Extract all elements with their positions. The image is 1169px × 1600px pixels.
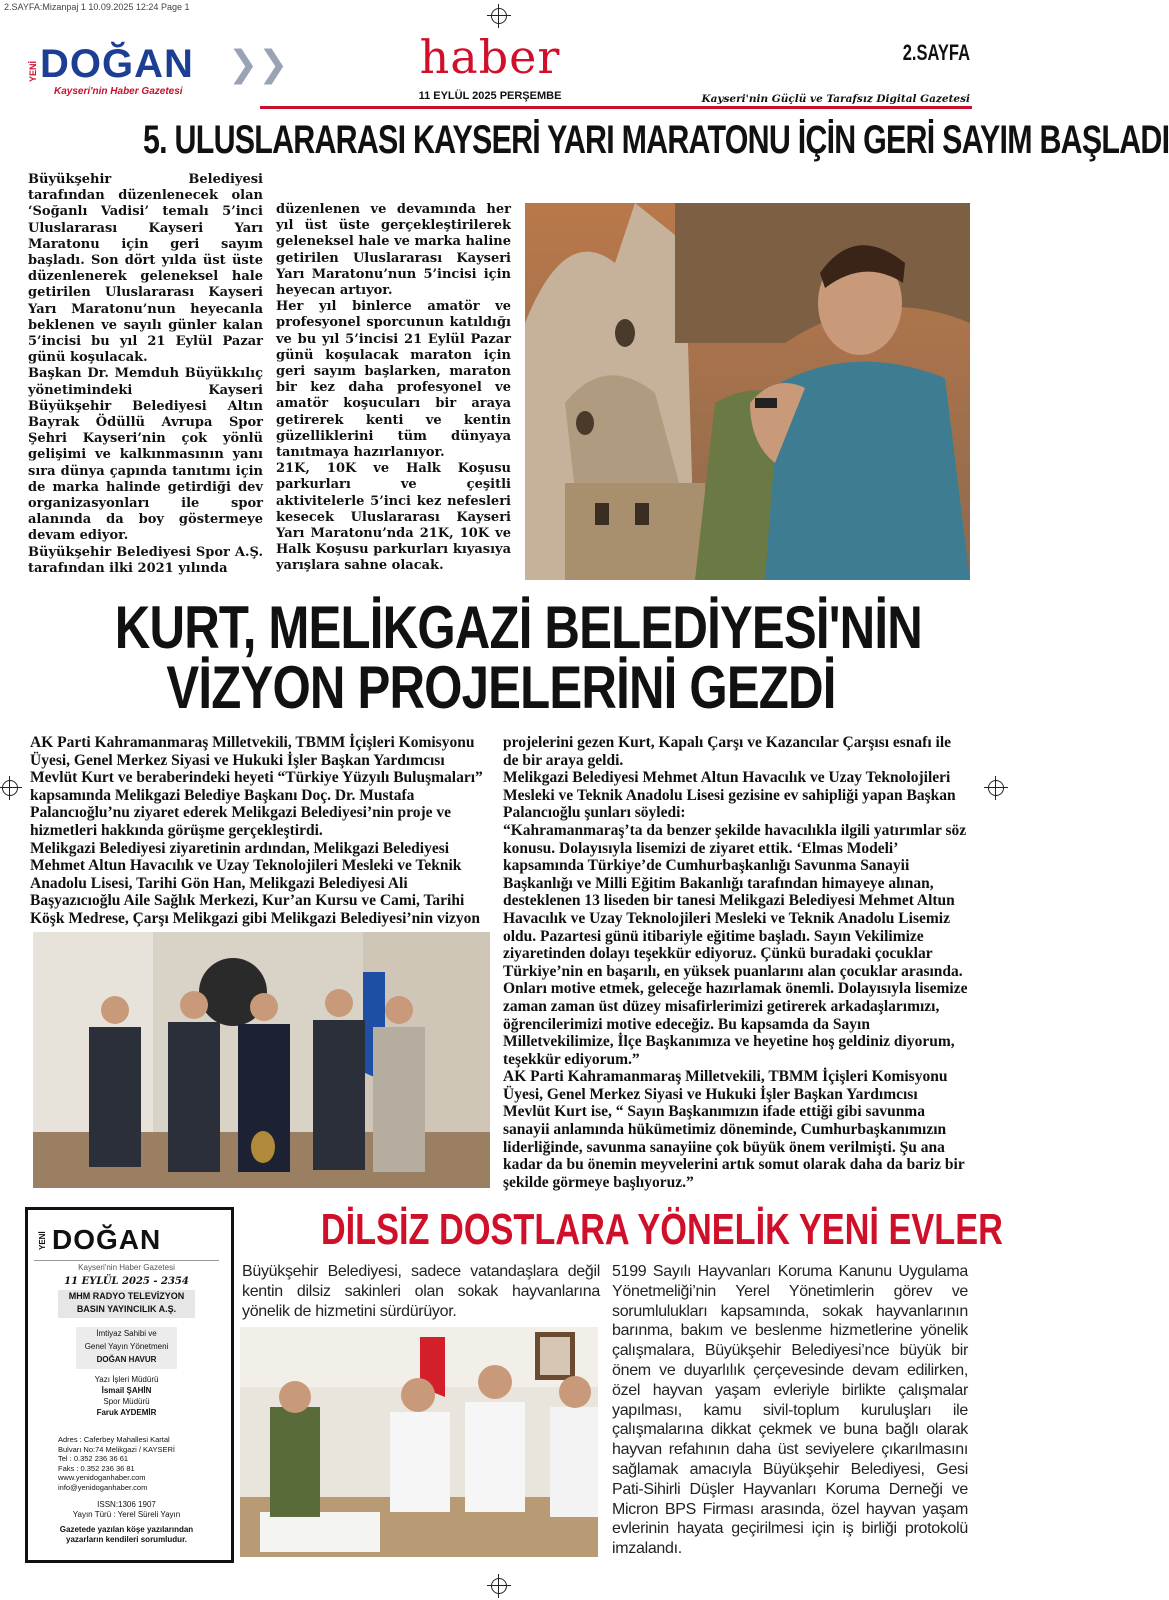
editor-name: İsmail ŞAHİN bbox=[101, 1386, 152, 1395]
sports-name: Faruk AYDEMİR bbox=[96, 1408, 157, 1417]
article2-headline-line1: KURT, MELİKGAZİ BELEDİYESİ'NİN bbox=[114, 594, 922, 661]
imprint-note bbox=[28, 1525, 225, 1545]
imprint-logo bbox=[34, 1220, 219, 1261]
article1-headline: 5. ULUSLARARASI KAYSERİ YARI MARATONU İÇİN GERİ SAYIM BAŞLADI bbox=[143, 118, 1169, 162]
paragraph: “Kahramanmaraş’ta da benzer şekilde havacılıkla ilgili yatırımlar söz konusu. Dolayısıyla lisemizi de ziyaret ettik. ‘Elmas Modeli’ kapsamında Türkiye’de Cumhurbaşkanlığı Savunma Sanayii Başkanlığı ve Milli Eğitim Bakanlığı tarafından himayeye alınan, desteklenen 13 liseden bir tanesi Melikgazi Belediyesi Mehmet Altun Havacılık ve Uzay Teknolojileri Mesleki ve Teknik Anadolu Lisemiz oldu. Pazartesi günü itibariyle eğitime başladı. Sayın Vekilimize ziyaretinden dolayı teşekkür ediyoruz. Çünkü buradaki çocuklar Türkiye’nin en başarılı, en yüksek puanlarını alan çocuklar arasında. Onları motive etmek, geleceğe hazırlamak önemli. Dolayısıyla lisemize zaman zaman üst düzey misafirlerimizi getirerek arkadaşlarımızı, öğrencilerimizi motive edeceğiz. Bu kapsamda da Sayın Milletvekilimize, İlçe Başkanımıza ve heyetine hoş geldiniz diyorum, teşekkür ediyorum.” bbox=[503, 821, 968, 1068]
article1-column-2 bbox=[276, 202, 511, 575]
article1-column-1 bbox=[28, 172, 263, 577]
owner-title-line1: İmtiyaz Sahibi ve bbox=[96, 1329, 157, 1338]
paragraph: Büyükşehir Belediyesi Spor A.Ş. tarafından ilki 2021 yılında bbox=[28, 544, 263, 576]
registration-mark-icon bbox=[491, 8, 507, 24]
logo-yeni: YENİ bbox=[28, 60, 38, 82]
issue-date: 11 EYLÜL 2025 PERŞEMBE bbox=[418, 90, 562, 102]
publisher-line1: MHM RADYO TELEVİZYON bbox=[68, 1291, 185, 1301]
page-number: 2.SAYFA bbox=[902, 40, 970, 65]
section-title: haber bbox=[419, 30, 561, 84]
logo-subtitle: Kayseri'nin Haber Gazetesi bbox=[54, 86, 183, 97]
imprint-logo-name: DOĞAN bbox=[52, 1224, 162, 1255]
phone: Tel : 0.352 236 36 61 bbox=[58, 1454, 129, 1463]
publication-type: Yayın Türü : Yerel Süreli Yayın bbox=[72, 1510, 181, 1519]
registration-mark-icon bbox=[988, 780, 1004, 796]
article2-headline-line2: VİZYON PROJELERİNİ GEZDİ bbox=[166, 654, 836, 721]
owner-name: DOĞAN HAVUR bbox=[96, 1355, 157, 1364]
publisher-line2: BASIN YAYINCILIK A.Ş. bbox=[76, 1304, 177, 1314]
note-line1: Gazetede yazılan köşe yazılarından bbox=[59, 1525, 194, 1534]
imprint-owner bbox=[76, 1327, 177, 1369]
fax: Faks : 0.352 236 36 81 bbox=[58, 1463, 135, 1473]
article3-column-2 bbox=[612, 1262, 968, 1559]
article2-column-2 bbox=[503, 734, 968, 1191]
imprint-issue: 11 EYLÜL 2025 - 2354 bbox=[64, 1276, 189, 1287]
logo-arrows-icon: ❯❯ bbox=[228, 44, 289, 85]
editor-title: Yazı İşleri Müdürü bbox=[94, 1375, 159, 1384]
registration-mark-icon bbox=[2, 780, 18, 796]
article2-column-1 bbox=[30, 734, 492, 928]
imprint-logo-yeni: YENİ bbox=[38, 1231, 47, 1250]
paragraph: AK Parti Kahramanmaraş Milletvekili, TBMM İçişleri Komisyonu Üyesi, Genel Merkez Siyasi ve Hukuki İşler Başkan Yardımcısı Mevlüt Kurt ise, “ Sayın Başkanımızın ifade ettiği gibi savunma sanayii anlamında hükümetimiz döneminde, Cumhurbaşkanımızın liderliğinde, savunma sanayiine çok büyük önem verilmişti. Şu ana kadar da bu önemin meyvelerini artık somut olarak daha da bariz bir şekilde görmeye başlıyoruz.” bbox=[503, 1068, 965, 1191]
paragraph: Melikgazi Belediyesi ziyaretinin ardından, Melikgazi Belediyesi Mehmet Altun Havacılık ve Uzay Teknolojileri Mesleki ve Teknik Anadolu Lisesi, Tarihi Gön Han, Melikgazi Belediyesi Ali Başyazıcıoğlu Aile Sağlık Merkezi, Kur’an Kursu ve Cami, Tarihi Köşk Medrese, Çarşı Melikgazi gibi Melikgazi Belediyesi’nin vizyon bbox=[30, 839, 481, 927]
article3-headline: DİLSİZ DOSTLARA YÖNELİK YENİ EVLER bbox=[320, 1205, 1003, 1254]
delegation-photo bbox=[33, 932, 490, 1188]
email-link[interactable]: info@yenidoganhaber.com bbox=[58, 1482, 148, 1492]
paragraph: Melikgazi Belediyesi Mehmet Altun Havacılık ve Uzay Teknolojileri Mesleki ve Teknik Anadolu Lisesi gezisine ev sahipliği yapan Başkan Palancıoğlu şunları söyledi: bbox=[503, 769, 956, 822]
imprint-issn bbox=[28, 1500, 225, 1520]
tagline: Kayseri'nin Güçlü ve Tarafsız Digital Gazetesi bbox=[701, 93, 970, 105]
paragraph: Başkan Dr. Memduh Büyükkılıç yönetimindeki Kayseri Büyükşehir Belediyesi Altın Bayrak Ödüllü Avrupa Spor Şehri Kayseri’nin çok yönlü gelişimi ve kalkınmasının yanı sıra dünya çapında tanıtımı için de marka halinde getirdiği dev organizasyonları ile spor alanında da boy göstermeye devam ediyor. bbox=[28, 366, 263, 544]
paragraph: Her yıl binlerce amatör ve profesyonel sporcunun katıldığı ve bu yıl 5’incisi 21 Eylül Pazar günü koşulacak maraton için geri sayım başlarken, maraton bir kez daha profesyonel ve amatör koşucuları bir araya getirerek kenti ve kentin güzelliklerini tüm dünyaya tanıtmaya hazırlanıyor. bbox=[276, 299, 511, 461]
masthead-logo bbox=[28, 42, 289, 102]
owner-title-line2: Genel Yayın Yönetmeni bbox=[84, 1342, 169, 1351]
print-slug: 2.SAYFA:Mizanpaj 1 10.09.2025 12:24 Page 1 bbox=[4, 2, 190, 12]
marathon-runner-photo bbox=[525, 203, 970, 580]
paragraph: düzenlenen ve devamında her yıl üst üste gerçekleştirilerek geleneksel hale ve marka haline getirilen Uluslararası Kayseri Yarı Maratonu’nun 5’incisi için heyecan artıyor. bbox=[276, 202, 511, 299]
address-line1: Adres : Caferbey Mahallesi Kartal bbox=[58, 1435, 170, 1444]
sports-title: Spor Müdürü bbox=[103, 1397, 150, 1406]
logo-name: DOĞAN bbox=[40, 42, 194, 86]
issn: ISSN:1306 1907 bbox=[97, 1500, 156, 1509]
paragraph: 21K, 10K ve Halk Koşusu parkurları ve çeşitli aktivitelerle 5’inci kez nefesleri kesecek Uluslararası Kayseri Yarı Maratonu’nda 21K, 10K ve Halk Koşusu parkurları kıyasıya yarışlara sahne olacak. bbox=[276, 461, 511, 574]
paragraph: projelerini gezen Kurt, Kapalı Çarşı ve Kazancılar Çarşısı esnafı ile de bir araya geldi. bbox=[503, 734, 952, 769]
masthead-divider bbox=[260, 106, 972, 109]
imprint-staff bbox=[28, 1374, 225, 1418]
paragraph: AK Parti Kahramanmaraş Milletvekili, TBMM İçişleri Komisyonu Üyesi, Genel Merkez Siyasi ve Hukuki İşler Başkan Yardımcısı Mevlüt Kurt ve beraberindeki heyeti “Türkiye Yüzyılı Buluşmaları” kapsamında Melikgazi Belediye Başkanı Doç. Dr. Mustafa Palancıoğlu’nu ziyaret ederek Melikgazi Belediyesi’nin proje ve hizmetleri hakkında görüşme gerçekleştirdi. bbox=[30, 734, 483, 839]
imprint-logo-subtitle: Kayseri'nin Haber Gazetesi bbox=[78, 1263, 175, 1272]
imprint-contact bbox=[38, 1435, 218, 1492]
protocol-signing-photo bbox=[240, 1327, 598, 1557]
paragraph: Büyükşehir Belediyesi tarafından düzenlenecek olan ‘Soğanlı Vadisi’ temalı 5’inci Uluslararası Kayseri Yarı Maratonu için geri sayım başladı. Son dört yılda üst üste düzenlenerek geleneksel hale getirilen Uluslararası Kayseri Yarı Maratonu’nun heyecanla beklenen ve sayılı günler kalan 5’incisi bu yıl 21 Eylül Pazar günü koşulacak. bbox=[28, 172, 263, 366]
imprint-box bbox=[25, 1207, 234, 1563]
website-link[interactable]: www.yenidoganhaber.com bbox=[58, 1473, 146, 1482]
imprint-publisher bbox=[58, 1290, 195, 1318]
address-line2: Bulvarı No:74 Melikgazi / KAYSERİ bbox=[58, 1444, 175, 1454]
registration-mark-icon bbox=[491, 1578, 507, 1594]
paragraph: 5199 Sayılı Hayvanları Koruma Kanunu Uygulama Yönetmeliği’nin Yerel Yönetimlerin görev ve sorumlulukları kapsamında, sokak hayvanlarının barınma, bakım ve beslenme hizmetlerine yönelik çalışmalara, Büyükşehir Belediyesi’nce büyük bir önem ve duyarlılık çerçevesinde devam edilirken, özel hayvan yaşam evleriyle birlikte çalışmalar yapılması, kamu sivil-toplum kuruluşları ile çalışmalarına dikkat çekmek ve buna bağlı olarak hayvan refahının daha üst seviyelere çıkarılmasını sağlamak amacıyla Büyükşehir Belediyesi, Gesi Pati-Sihirli Düşler Hayvanları Koruma Derneği ve Micron BPS Firması arasında, özel hayvan yaşam evlerinin hayata geçirilmesi için iş birliği protokolü imzalandı. bbox=[612, 1263, 968, 1558]
note-line2: yazarların kendileri sorumludur. bbox=[66, 1535, 187, 1544]
article3-lead bbox=[242, 1262, 600, 1321]
paragraph: Büyükşehir Belediyesi, sadece vatandaşlara değil kentin dilsiz sakinleri olan sokak hayvanlarına yönelik de hizmetini sürdürüyor. bbox=[242, 1263, 600, 1320]
